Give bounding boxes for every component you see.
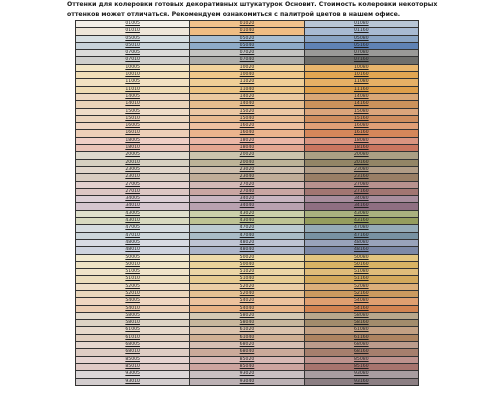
color-swatch-01020: 01020 (190, 21, 304, 28)
color-swatch-27010: 27010 (76, 189, 190, 196)
color-swatch-61040: 61040 (190, 335, 304, 342)
color-swatch-43005: 43005 (76, 211, 190, 218)
color-swatch-15020: 15020 (190, 109, 304, 116)
palette-row (76, 43, 419, 50)
color-swatch-01160: 01160 (305, 28, 419, 35)
header-line-2: оттенков может отличаться. Рекомендуем ознакомиться с палитрой цветов в нашем офисе. (67, 10, 401, 18)
palette-row (76, 218, 419, 225)
palette-row (76, 284, 419, 291)
color-swatch-27005: 27005 (76, 182, 190, 189)
color-swatch-18080: 18080 (305, 138, 419, 145)
color-swatch-11005: 11005 (76, 79, 190, 86)
color-swatch-47005: 47005 (76, 225, 190, 232)
color-swatch-01040: 01040 (190, 28, 304, 35)
color-swatch-11160: 11160 (305, 87, 419, 94)
palette-row (76, 65, 419, 72)
color-swatch-52080: 52080 (305, 284, 419, 291)
color-swatch-54040: 54040 (190, 306, 304, 313)
color-swatch-52160: 52160 (305, 291, 419, 298)
color-swatch-61010: 61010 (76, 335, 190, 342)
color-swatch-47020: 47020 (190, 225, 304, 232)
color-swatch-16010: 16010 (76, 130, 190, 137)
palette-row (76, 379, 419, 386)
color-swatch-48020: 48020 (190, 240, 304, 247)
color-swatch-50005: 50005 (76, 255, 190, 262)
color-swatch-01010: 01010 (76, 28, 190, 35)
color-swatch-34020: 34020 (190, 196, 304, 203)
color-swatch-14020: 14020 (190, 94, 304, 101)
color-swatch-58010: 58010 (76, 320, 190, 327)
color-swatch-54080: 54080 (305, 298, 419, 305)
color-swatch-23005: 23005 (76, 167, 190, 174)
color-swatch-18020: 18020 (190, 138, 304, 145)
color-swatch-51005: 51005 (76, 269, 190, 276)
color-swatch-51080: 51080 (305, 269, 419, 276)
color-swatch-93020: 93020 (190, 371, 304, 378)
color-swatch-48010: 48010 (76, 247, 190, 254)
color-swatch-48080: 48080 (305, 240, 419, 247)
color-swatch-93010: 93010 (76, 379, 190, 386)
color-swatch-93040: 93040 (190, 379, 304, 386)
palette-row (76, 203, 419, 210)
color-swatch-93005: 93005 (76, 371, 190, 378)
palette-row (76, 364, 419, 371)
palette-row (76, 189, 419, 196)
color-swatch-23040: 23040 (190, 174, 304, 181)
color-swatch-05010: 05010 (76, 43, 190, 50)
palette-row (76, 240, 419, 247)
color-swatch-50160: 50160 (305, 262, 419, 269)
palette-row (76, 57, 419, 64)
color-swatch-20080: 20080 (305, 152, 419, 159)
palette-row (76, 255, 419, 262)
color-swatch-93160: 93160 (305, 379, 419, 386)
color-swatch-15010: 15010 (76, 116, 190, 123)
color-swatch-20020: 20020 (190, 152, 304, 159)
page-header (67, 0, 447, 19)
color-swatch-10020: 10020 (190, 65, 304, 72)
color-swatch-68080: 68080 (305, 342, 419, 349)
color-swatch-20005: 20005 (76, 152, 190, 159)
color-swatch-93080: 93080 (305, 371, 419, 378)
color-swatch-85005: 85005 (76, 357, 190, 364)
color-swatch-27080: 27080 (305, 182, 419, 189)
color-swatch-14080: 14080 (305, 94, 419, 101)
palette-row (76, 196, 419, 203)
color-swatch-52010: 52010 (76, 291, 190, 298)
color-swatch-18010: 18010 (76, 145, 190, 152)
color-swatch-15080: 15080 (305, 109, 419, 116)
palette-row (76, 116, 419, 123)
palette-row (76, 101, 419, 108)
color-swatch-16005: 16005 (76, 123, 190, 130)
color-swatch-15160: 15160 (305, 116, 419, 123)
color-swatch-61020: 61020 (190, 327, 304, 334)
palette-row (76, 87, 419, 94)
color-swatch-34080: 34080 (305, 196, 419, 203)
color-swatch-10010: 10010 (76, 72, 190, 79)
header-line-1: Оттенки для колеровки готовых декоративных штукатурок Основит. Стоимость колеровки некоторых (67, 1, 438, 8)
color-swatch-07010: 07010 (76, 57, 190, 64)
color-swatch-68010: 68010 (76, 349, 190, 356)
color-swatch-52040: 52040 (190, 291, 304, 298)
color-swatch-20040: 20040 (190, 160, 304, 167)
palette-row (76, 327, 419, 334)
color-swatch-54005: 54005 (76, 298, 190, 305)
color-swatch-14010: 14010 (76, 101, 190, 108)
palette-row (76, 167, 419, 174)
color-swatch-58160: 58160 (305, 320, 419, 327)
color-swatch-05160: 05160 (305, 43, 419, 50)
palette-row (76, 225, 419, 232)
color-swatch-10005: 10005 (76, 65, 190, 72)
palette-row (76, 152, 419, 159)
color-swatch-27040: 27040 (190, 189, 304, 196)
color-swatch-23020: 23020 (190, 167, 304, 174)
color-swatch-43160: 43160 (305, 218, 419, 225)
palette-row (76, 313, 419, 320)
color-swatch-58005: 58005 (76, 313, 190, 320)
color-swatch-05080: 05080 (305, 36, 419, 43)
palette-row (76, 269, 419, 276)
palette-row (76, 28, 419, 35)
color-swatch-68020: 68020 (190, 342, 304, 349)
palette-row (76, 36, 419, 43)
color-swatch-11080: 11080 (305, 79, 419, 86)
color-swatch-10040: 10040 (190, 72, 304, 79)
color-swatch-48040: 48040 (190, 247, 304, 254)
color-swatch-58040: 58040 (190, 320, 304, 327)
color-swatch-07005: 07005 (76, 50, 190, 57)
palette-row (76, 306, 419, 313)
color-swatch-11040: 11040 (190, 87, 304, 94)
color-swatch-52020: 52020 (190, 284, 304, 291)
color-swatch-23010: 23010 (76, 174, 190, 181)
color-swatch-34160: 34160 (305, 203, 419, 210)
color-swatch-01080: 01080 (305, 21, 419, 28)
color-swatch-85040: 85040 (190, 364, 304, 371)
palette-row (76, 182, 419, 189)
color-swatch-14005: 14005 (76, 94, 190, 101)
color-swatch-07040: 07040 (190, 57, 304, 64)
color-swatch-51020: 51020 (190, 269, 304, 276)
color-swatch-50080: 50080 (305, 255, 419, 262)
color-palette-table (75, 20, 419, 386)
color-swatch-43010: 43010 (76, 218, 190, 225)
color-swatch-85080: 85080 (305, 357, 419, 364)
color-swatch-16160: 16160 (305, 130, 419, 137)
color-swatch-05020: 05020 (190, 36, 304, 43)
color-swatch-16040: 16040 (190, 130, 304, 137)
color-swatch-43040: 43040 (190, 218, 304, 225)
palette-row (76, 123, 419, 130)
color-swatch-20160: 20160 (305, 160, 419, 167)
color-swatch-01005: 01005 (76, 21, 190, 28)
color-swatch-51040: 51040 (190, 276, 304, 283)
color-swatch-85010: 85010 (76, 364, 190, 371)
color-swatch-48005: 48005 (76, 240, 190, 247)
color-swatch-16080: 16080 (305, 123, 419, 130)
color-swatch-50040: 50040 (190, 262, 304, 269)
color-swatch-54160: 54160 (305, 306, 419, 313)
color-swatch-34005: 34005 (76, 196, 190, 203)
color-swatch-47160: 47160 (305, 233, 419, 240)
palette-row (76, 349, 419, 356)
palette-row (76, 247, 419, 254)
color-swatch-23080: 23080 (305, 167, 419, 174)
color-swatch-14160: 14160 (305, 101, 419, 108)
color-swatch-18005: 18005 (76, 138, 190, 145)
color-swatch-61005: 61005 (76, 327, 190, 334)
color-swatch-43020: 43020 (190, 211, 304, 218)
color-swatch-07080: 07080 (305, 50, 419, 57)
color-swatch-54010: 54010 (76, 306, 190, 313)
color-swatch-47010: 47010 (76, 233, 190, 240)
palette-row (76, 357, 419, 364)
color-swatch-68005: 68005 (76, 342, 190, 349)
color-swatch-27160: 27160 (305, 189, 419, 196)
palette-row (76, 298, 419, 305)
color-swatch-61160: 61160 (305, 335, 419, 342)
palette-row (76, 276, 419, 283)
color-swatch-11020: 11020 (190, 79, 304, 86)
color-swatch-51160: 51160 (305, 276, 419, 283)
palette-row (76, 320, 419, 327)
color-swatch-58080: 58080 (305, 313, 419, 320)
palette-row (76, 79, 419, 86)
palette-row (76, 50, 419, 57)
palette-row (76, 138, 419, 145)
color-swatch-07020: 07020 (190, 50, 304, 57)
palette-row (76, 262, 419, 269)
color-swatch-85020: 85020 (190, 357, 304, 364)
color-swatch-85160: 85160 (305, 364, 419, 371)
palette-row (76, 145, 419, 152)
palette-row (76, 160, 419, 167)
color-swatch-23160: 23160 (305, 174, 419, 181)
color-swatch-18040: 18040 (190, 145, 304, 152)
color-swatch-68160: 68160 (305, 349, 419, 356)
palette-row (76, 342, 419, 349)
color-swatch-15005: 15005 (76, 109, 190, 116)
color-swatch-54020: 54020 (190, 298, 304, 305)
color-swatch-16020: 16020 (190, 123, 304, 130)
color-swatch-34010: 34010 (76, 203, 190, 210)
color-swatch-34040: 34040 (190, 203, 304, 210)
color-swatch-47080: 47080 (305, 225, 419, 232)
color-swatch-05005: 05005 (76, 36, 190, 43)
color-swatch-20010: 20010 (76, 160, 190, 167)
color-swatch-05040: 05040 (190, 43, 304, 50)
palette-row (76, 371, 419, 378)
color-swatch-50020: 50020 (190, 255, 304, 262)
palette-row (76, 109, 419, 116)
color-swatch-58020: 58020 (190, 313, 304, 320)
color-swatch-07160: 07160 (305, 57, 419, 64)
color-swatch-48160: 48160 (305, 247, 419, 254)
color-swatch-10080: 10080 (305, 65, 419, 72)
color-swatch-18160: 18160 (305, 145, 419, 152)
palette-row (76, 94, 419, 101)
palette-row (76, 335, 419, 342)
palette-row (76, 21, 419, 28)
color-swatch-43080: 43080 (305, 211, 419, 218)
color-swatch-14040: 14040 (190, 101, 304, 108)
color-swatch-52005: 52005 (76, 284, 190, 291)
color-swatch-51010: 51010 (76, 276, 190, 283)
palette-row (76, 72, 419, 79)
palette-row (76, 211, 419, 218)
color-swatch-11010: 11010 (76, 87, 190, 94)
palette-row (76, 233, 419, 240)
palette-row (76, 291, 419, 298)
color-swatch-50010: 50010 (76, 262, 190, 269)
color-swatch-15040: 15040 (190, 116, 304, 123)
palette-row (76, 130, 419, 137)
color-swatch-27020: 27020 (190, 182, 304, 189)
palette-row (76, 174, 419, 181)
color-swatch-61080: 61080 (305, 327, 419, 334)
color-swatch-47040: 47040 (190, 233, 304, 240)
color-swatch-68040: 68040 (190, 349, 304, 356)
color-swatch-10160: 10160 (305, 72, 419, 79)
